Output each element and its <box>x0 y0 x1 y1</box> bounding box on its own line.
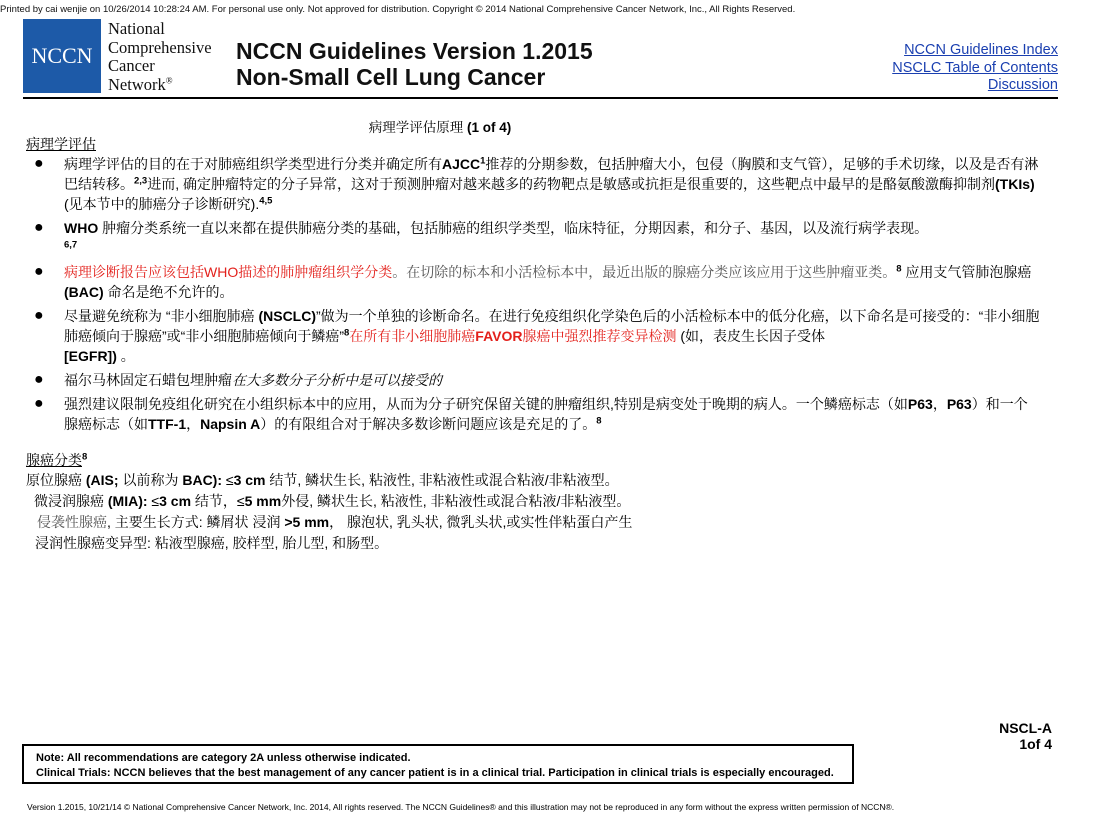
print-header: Printed by cai wenjie on 10/26/2014 10:28:24 AM. For personal use only. Not approved for distribution. Copyright © 2014 National Comprehensive Cancer Network, Inc., All Rights Reserved. <box>0 4 796 15</box>
bullet-icon: ● <box>34 307 44 324</box>
title-line-1: NCCN Guidelines Version 1.2015 <box>236 38 593 64</box>
list-item: ● 尽量避免统称为 “非小细胞肺癌 (NSCLC)”做为一个单独的诊断命名。在进行免疫组织化学染色后的小活检标本中的低分化癌，以下命名是可接受的：“非小细胞肺癌倾向于腺癌”或“非小细胞肺癌倾向于鳞癌”$^8$在所有非小细胞肺癌FAVOR腺癌中强烈推荐变异检测 (如，表皮生长因子受体 [EGFR]) 。 <box>34 307 1040 364</box>
nccn-logo <box>23 19 101 93</box>
note-line: Note: All recommendations are category 2A unless otherwise indicated. <box>36 752 411 764</box>
note-box <box>22 744 854 784</box>
page-code <box>999 720 1052 752</box>
header-divider <box>23 97 1058 99</box>
table-of-contents-link[interactable]: NSCLC Table of Contents <box>892 59 1058 76</box>
page-code-id: NSCL-A <box>999 720 1052 736</box>
document-title <box>236 38 593 90</box>
bullet-icon: ● <box>34 263 44 280</box>
discussion-link[interactable]: Discussion <box>987 77 1058 93</box>
list-item: ● WHO 肿瘤分类系统一直以来都在提供肺癌分类的基础，包括肺癌的组织学类型，临床特征，分期因素，和分子、基因，以及流行病学表现。 $^{6,7}$ <box>34 219 929 251</box>
list-item: ● 强烈建议限制免疫组化研究在小组织标本中的应用，从而为分子研究保留关键的肿瘤组织,特别是病变处于晚期的病人。一个鳞癌标志（如P63，P63）和一个腺癌标志（如TTF-1，Napsin A）的有限组合对于解决多数诊断问题应该是充足的了。$^8$ <box>34 395 1028 432</box>
highlight-text: 在所有非小细胞肺癌FAVOR腺癌中强烈推荐变异检测 <box>349 328 677 344</box>
logo-line: Cancer <box>108 56 155 75</box>
list-item: ● 病理学评估的目的在于对肺癌组织学类型进行分类并确定所有AJCC$^1$推荐的分期参数，包括肿瘤大小，包侵（胸膜和支气管），足够的手术切缘，以及是否有淋巴结转移。$^{2,3}$进而, 确定肿瘤特定的分子异常，这对于预测肿瘤对越来越多的药物靶点是敏感或抗拒是很重要的，这些靶点中最早的是酪氨酸激酶抑制剂(TKIs) (见本节中的肺癌分子诊断研究).$^{4,5}$ <box>34 155 1039 212</box>
page-number: 1of 4 <box>1019 736 1052 752</box>
logo-line: Network® <box>108 74 173 94</box>
copyright-footer: Version 1.2015, 10/21/14 © National Comprehensive Cancer Network, Inc. 2014, All rights reserved. The NCCN Guidelines® and this illustration may not be reproduced in any form without the express written permission of NCCN®. <box>27 802 895 812</box>
bullet-list <box>26 154 1041 434</box>
page-heading: 病理学评估原理 (1 of 4) <box>368 120 512 135</box>
bullet-icon: ● <box>34 219 44 236</box>
classification-line: 原位腺癌 (AIS; 以前称为 BAC): ≤3 cm 结节, 鳞状生长, 粘液性, 非粘液性或混合粘液/非粘液型。 <box>26 472 619 488</box>
note-line: Clinical Trials: NCCN believes that the best management of any cancer patient is in a clinical trial. Participation in clinical trials is especially encouraged. <box>36 767 834 779</box>
title-line-2: Non-Small Cell Lung Cancer <box>236 64 546 90</box>
classification-line: 微浸润腺癌 (MIA): ≤3 cm 结节，≤5 mm外侵, 鳞状生长, 粘液性, 非粘液性或混合粘液/非粘液型。 <box>34 493 631 509</box>
adenocarcinoma-section <box>26 450 1041 554</box>
classification-line: 浸润性腺癌变异型: 粘液型腺癌, 胶样型, 胎儿型, 和肠型。 <box>35 535 389 551</box>
bullet-icon: ● <box>34 371 44 388</box>
section-title-adenocarcinoma: 腺癌分类$^8$ <box>26 451 88 468</box>
classification-line: 侵袭性腺癌, 主要生长方式: 鳞屑状 浸润 >5 mm， 腺泡状, 乳头状, 微乳头状,或实性伴粘蛋白产生 <box>37 514 633 530</box>
guidelines-index-link[interactable]: NCCN Guidelines Index <box>904 42 1058 58</box>
list-item: ● 福尔马林固定石蜡包埋肿瘤在大多数分子分析中是可以接受的 <box>34 371 442 388</box>
logo-wordmark <box>108 20 212 94</box>
highlight-text: 病理诊断报告应该包括WHO描述的肺肿瘤组织学分类 <box>64 264 393 280</box>
nav-links <box>892 42 1058 95</box>
bullet-icon: ● <box>34 395 44 412</box>
main-content <box>26 134 1041 554</box>
section-title-pathology: 病理学评估 <box>26 136 96 152</box>
logo-line: Comprehensive <box>108 37 212 57</box>
logo-abbr: NCCN <box>31 43 93 68</box>
bullet-icon: ● <box>34 155 44 172</box>
logo-line: National <box>108 19 165 38</box>
list-item: ● 病理诊断报告应该包括WHO描述的肺肿瘤组织学分类。在切除的标本和小活检标本中，最近出版的腺癌分类应该应用于这些肿瘤亚类。$^8$ 应用支气管肺泡腺癌(BAC) 命名是绝不允许的。 <box>34 263 1032 300</box>
